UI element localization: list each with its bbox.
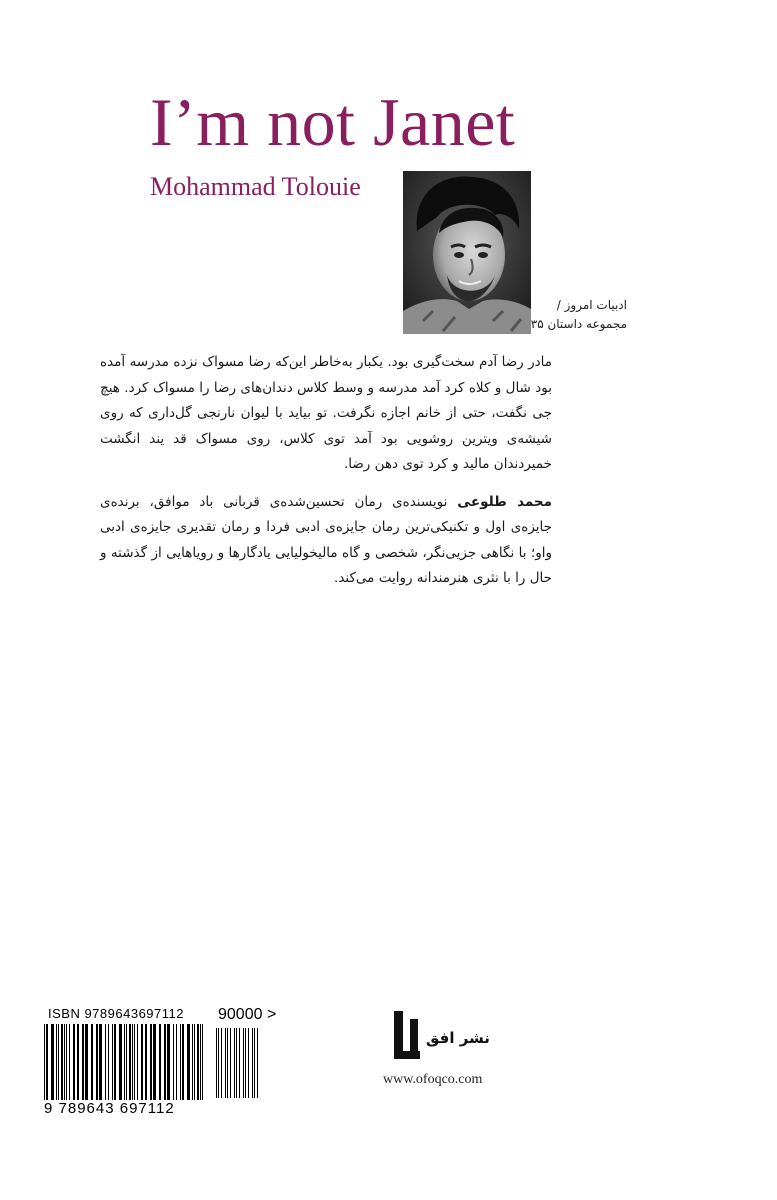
bio-text: نویسنده‌ی رمان تحسین‌شده‌ی قربانی باد موافق، برنده‌ی جایزه‌ی اول و تکنیکی‌ترین رمان جایزه‌ی ادبی فردا و رمان تقدیری جایزه‌ی ادبی واو؛ با نگاهی جزیی‌نگر، شخصی و گاه مالیخولیایی یادگارها و رویاهایی از گذشته و حال را با نثری هنرمندانه روایت می‌کند.: [100, 493, 552, 586]
book-title: I’m not Janet: [150, 84, 516, 160]
back-cover-blurb: [100, 350, 552, 592]
publisher-logo-icon: [390, 1005, 490, 1065]
publisher-url: www.ofoqco.com: [383, 1072, 483, 1087]
isbn-label: ISBN 9789643697112: [48, 1006, 184, 1021]
series-line-1: ادبیات امروز /: [556, 298, 627, 312]
isbn-barcode: [40, 1000, 312, 1120]
author-photo: [403, 171, 531, 334]
book-author: Mohammad Tolouie: [150, 172, 361, 201]
series-line-2: مجموعه داستان ۳۵: [530, 317, 627, 331]
isbn-digits: 9 789643 697112: [44, 1100, 175, 1117]
publisher-logo-text: نشر افق: [426, 1029, 490, 1047]
price-code: 90000 >: [218, 1006, 277, 1023]
excerpt-paragraph: مادر رضا آدم سخت‌گیری بود. یکبار به‌خاطر این‌که رضا مسواک نزده مدرسه آمده بود شال و کلاه کرد آمد مدرسه و وسط کلاس دندان‌های رضا را مسواک کرد. هیچ جی نگفت، حتی از خانم اجازه نگرفت. تو بیاید با لیوان نارنجی گل‌داری که روی شیشه‌ی ویترین روشویی بود آمد توی کلاس، روی مسواک قد یند انگشت خمیردندان مالید و کرد توی دهن رضا.: [100, 354, 552, 472]
series-label: [527, 296, 627, 334]
bio-author-name: محمد طلوعی: [457, 493, 552, 510]
author-bio-paragraph: [100, 490, 552, 592]
barcode-addon-bars-icon: [214, 1028, 264, 1098]
barcode-bars-icon: [42, 1024, 208, 1100]
